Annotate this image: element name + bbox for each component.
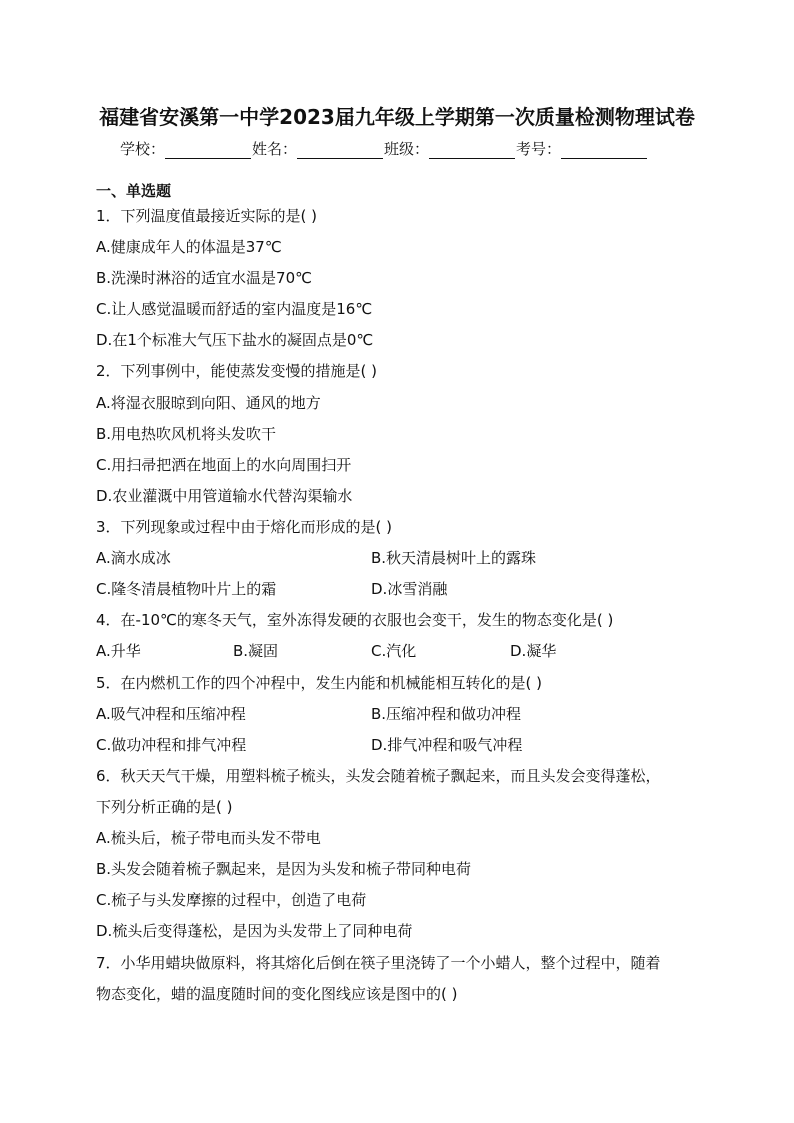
school-field bbox=[120, 138, 252, 159]
school-label: 学校： bbox=[120, 140, 166, 158]
class-field bbox=[384, 138, 516, 159]
name-label: 姓名： bbox=[252, 140, 298, 158]
question-5-option-b: B.压缩冲程和做功冲程 bbox=[371, 705, 522, 723]
question-4-option-d: D.凝华 bbox=[510, 642, 557, 660]
question-3-option-a: A.滴水成冰 bbox=[96, 549, 171, 567]
exam-number-blank[interactable] bbox=[561, 142, 647, 159]
question-4-option-a: A.升华 bbox=[96, 642, 141, 660]
question-2-option-c: C.用扫帚把洒在地面上的水向周围扫开 bbox=[96, 456, 352, 474]
question-7-stem: 7．小华用蜡块做原料，将其熔化后倒在筷子里浇铸了一个小蜡人，整个过程中，随着 bbox=[96, 954, 661, 972]
question-2-option-b: B.用电热吹风机将头发吹干 bbox=[96, 425, 277, 443]
question-5-option-c: C.做功冲程和排气冲程 bbox=[96, 736, 247, 754]
name-field bbox=[252, 138, 384, 159]
question-4-option-b: B.凝固 bbox=[233, 642, 279, 660]
question-1-option-c: C.让人感觉温暖而舒适的室内温度是16℃ bbox=[96, 300, 373, 318]
school-blank[interactable] bbox=[165, 142, 251, 159]
question-3-stem: 3．下列现象或过程中由于熔化而形成的是( ) bbox=[96, 518, 393, 536]
question-2-stem: 2．下列事例中，能使蒸发变慢的措施是( ) bbox=[96, 362, 378, 380]
question-1-option-d: D.在1个标准大气压下盐水的凝固点是0℃ bbox=[96, 331, 374, 349]
question-1-option-a: A.健康成年人的体温是37℃ bbox=[96, 238, 282, 256]
question-4-option-c: C.汽化 bbox=[371, 642, 417, 660]
exam-number-field bbox=[516, 138, 648, 159]
exam-title: 福建省安溪第一中学2023届九年级上学期第一次质量检测物理试卷 bbox=[99, 105, 695, 129]
question-4-stem: 4．在-10℃的寒冬天气，室外冻得发硬的衣服也会变干，发生的物态变化是( ) bbox=[96, 611, 614, 629]
question-6-option-b: B.头发会随着梳子飘起来，是因为头发和梳子带同种电荷 bbox=[96, 860, 472, 878]
question-6-stem: 6．秋天天气干燥，用塑料梳子梳头，头发会随着梳子飘起来，而且头发会变得蓬松， bbox=[96, 767, 661, 785]
question-5-option-a: A.吸气冲程和压缩冲程 bbox=[96, 705, 246, 723]
question-3-option-c: C.隆冬清晨植物叶片上的霜 bbox=[96, 580, 277, 598]
question-5-option-d: D.排气冲程和吸气冲程 bbox=[371, 736, 523, 754]
section-heading: 一、单选题 bbox=[96, 182, 172, 200]
student-info-row bbox=[120, 135, 648, 159]
question-3-option-d: D.冰雪消融 bbox=[371, 580, 448, 598]
question-6-option-a: A.梳头后，梳子带电而头发不带电 bbox=[96, 829, 321, 847]
question-2-option-a: A.将湿衣服晾到向阳、通风的地方 bbox=[96, 394, 321, 412]
question-7-stem-continued: 物态变化，蜡的温度随时间的变化图线应该是图中的( ) bbox=[96, 985, 458, 1003]
name-blank[interactable] bbox=[297, 142, 383, 159]
question-3-option-b: B.秋天清晨树叶上的露珠 bbox=[371, 549, 537, 567]
question-6-option-d: D.梳头后变得蓬松，是因为头发带上了同种电荷 bbox=[96, 922, 413, 940]
question-1-option-b: B.洗澡时淋浴的适宜水温是70℃ bbox=[96, 269, 312, 287]
question-1-stem: 1．下列温度值最接近实际的是( ) bbox=[96, 207, 318, 225]
question-6-stem-continued: 下列分析正确的是( ) bbox=[96, 798, 233, 816]
question-2-option-d: D.农业灌溉中用管道输水代替沟渠输水 bbox=[96, 487, 353, 505]
class-blank[interactable] bbox=[429, 142, 515, 159]
exam-number-label: 考号： bbox=[516, 140, 562, 158]
question-5-stem: 5．在内燃机工作的四个冲程中，发生内能和机械能相互转化的是( ) bbox=[96, 674, 543, 692]
class-label: 班级： bbox=[384, 140, 430, 158]
question-6-option-c: C.梳子与头发摩擦的过程中，创造了电荷 bbox=[96, 891, 367, 909]
